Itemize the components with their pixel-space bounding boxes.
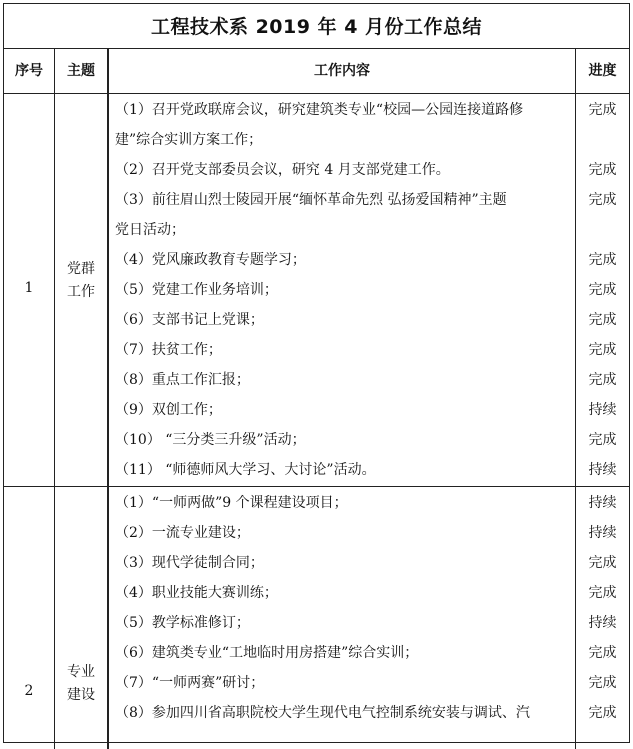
work-item <box>109 245 574 275</box>
work-item-text: 党日活动； <box>115 222 185 238</box>
work-item-text: （1）“一师两做”9 个课程建设项目； <box>115 495 348 511</box>
header-topic: 主题 <box>67 63 95 79</box>
work-item <box>109 305 574 335</box>
work-item-text: （3）现代学徒制合同； <box>115 555 264 571</box>
work-item-text: （4）党风廉政教育专题学习； <box>115 252 306 268</box>
work-item <box>109 95 574 155</box>
status-cell: 完成 <box>588 342 617 358</box>
topic-text: 专业 <box>67 664 95 680</box>
work-item <box>109 155 574 185</box>
status-cell: 完成 <box>588 645 617 661</box>
status-cell: 完成 <box>588 555 617 571</box>
work-item-text: （9）双创工作； <box>115 402 222 418</box>
status-cell: 持续 <box>588 462 617 478</box>
status-cell: 完成 <box>588 282 617 298</box>
status-cell: 完成 <box>588 372 617 388</box>
status-cell: 完成 <box>588 432 617 448</box>
work-item <box>109 275 574 305</box>
status-cell: 完成 <box>588 192 617 208</box>
work-item-text: （6）支部书记上党课； <box>115 312 264 328</box>
status-cell: 持续 <box>588 615 617 631</box>
work-item <box>109 488 574 518</box>
work-item <box>109 668 574 698</box>
work-item <box>109 548 574 578</box>
work-item <box>109 608 574 638</box>
header-progress: 进度 <box>588 63 617 79</box>
work-item-text: （8）重点工作汇报； <box>115 372 250 388</box>
work-item-text: （7）扶贫工作； <box>115 342 222 358</box>
work-item <box>109 698 574 728</box>
row-number: 2 <box>24 683 34 699</box>
work-item-text: （2）一流专业建设； <box>115 525 250 541</box>
work-item <box>109 425 574 455</box>
work-item <box>109 395 574 425</box>
page-title: 工程技术系 2019 年 4 月份工作总结 <box>4 4 629 49</box>
work-item <box>109 455 574 485</box>
work-item-text: （5）党建工作业务培训； <box>115 282 278 298</box>
work-item <box>109 185 574 245</box>
work-item-text: （10） “三分类三升级”活动； <box>115 432 306 448</box>
topic-text: 建设 <box>67 687 95 703</box>
header-divider <box>4 93 629 94</box>
work-item-text: （7）“一师两赛”研讨； <box>115 675 265 691</box>
status-cell: 完成 <box>588 585 617 601</box>
status-cell: 完成 <box>588 312 617 328</box>
topic-text: 工作 <box>67 284 95 300</box>
column-divider <box>54 49 55 749</box>
header-seq: 序号 <box>15 63 43 79</box>
work-item-text: （11） “师德师风大学习、大讨论”活动。 <box>115 462 376 478</box>
row-topic <box>55 258 107 304</box>
work-item <box>109 638 574 668</box>
status-cell: 完成 <box>588 675 617 691</box>
work-item <box>109 365 574 395</box>
work-item-text: 建”综合实训方案工作； <box>115 132 263 148</box>
work-item <box>109 518 574 548</box>
row-topic <box>55 661 107 707</box>
status-cell: 完成 <box>588 252 617 268</box>
status-cell: 持续 <box>588 525 617 541</box>
work-item-text: （5）教学标准修订； <box>115 615 250 631</box>
section-divider <box>4 486 629 487</box>
topic-text: 党群 <box>67 261 95 277</box>
summary-table <box>3 3 630 743</box>
status-cell: 完成 <box>588 162 617 178</box>
work-item <box>109 578 574 608</box>
work-item-text: （2）召开党支部委员会议，研究 4 月支部党建工作。 <box>115 162 450 178</box>
work-item-text: （8）参加四川省高职院校大学生现代电气控制系统安装与调试、汽 <box>115 705 530 721</box>
work-item-text: （1）召开党政联席会议，研究建筑类专业“校园—公园连接道路修 <box>115 102 524 118</box>
status-cell: 持续 <box>588 495 617 511</box>
work-item-text: （4）职业技能大赛训练； <box>115 585 278 601</box>
row-number: 1 <box>24 280 34 296</box>
work-item-text: （3）前往眉山烈士陵园开展“缅怀革命先烈 弘扬爱国精神”主题 <box>115 192 507 208</box>
work-item-text: （6）建筑类专业“工地临时用房搭建”综合实训； <box>115 645 419 661</box>
status-cell: 持续 <box>588 402 617 418</box>
header-content: 工作内容 <box>314 63 370 79</box>
status-cell: 完成 <box>588 705 617 721</box>
status-cell: 完成 <box>588 102 617 118</box>
work-item <box>109 335 574 365</box>
